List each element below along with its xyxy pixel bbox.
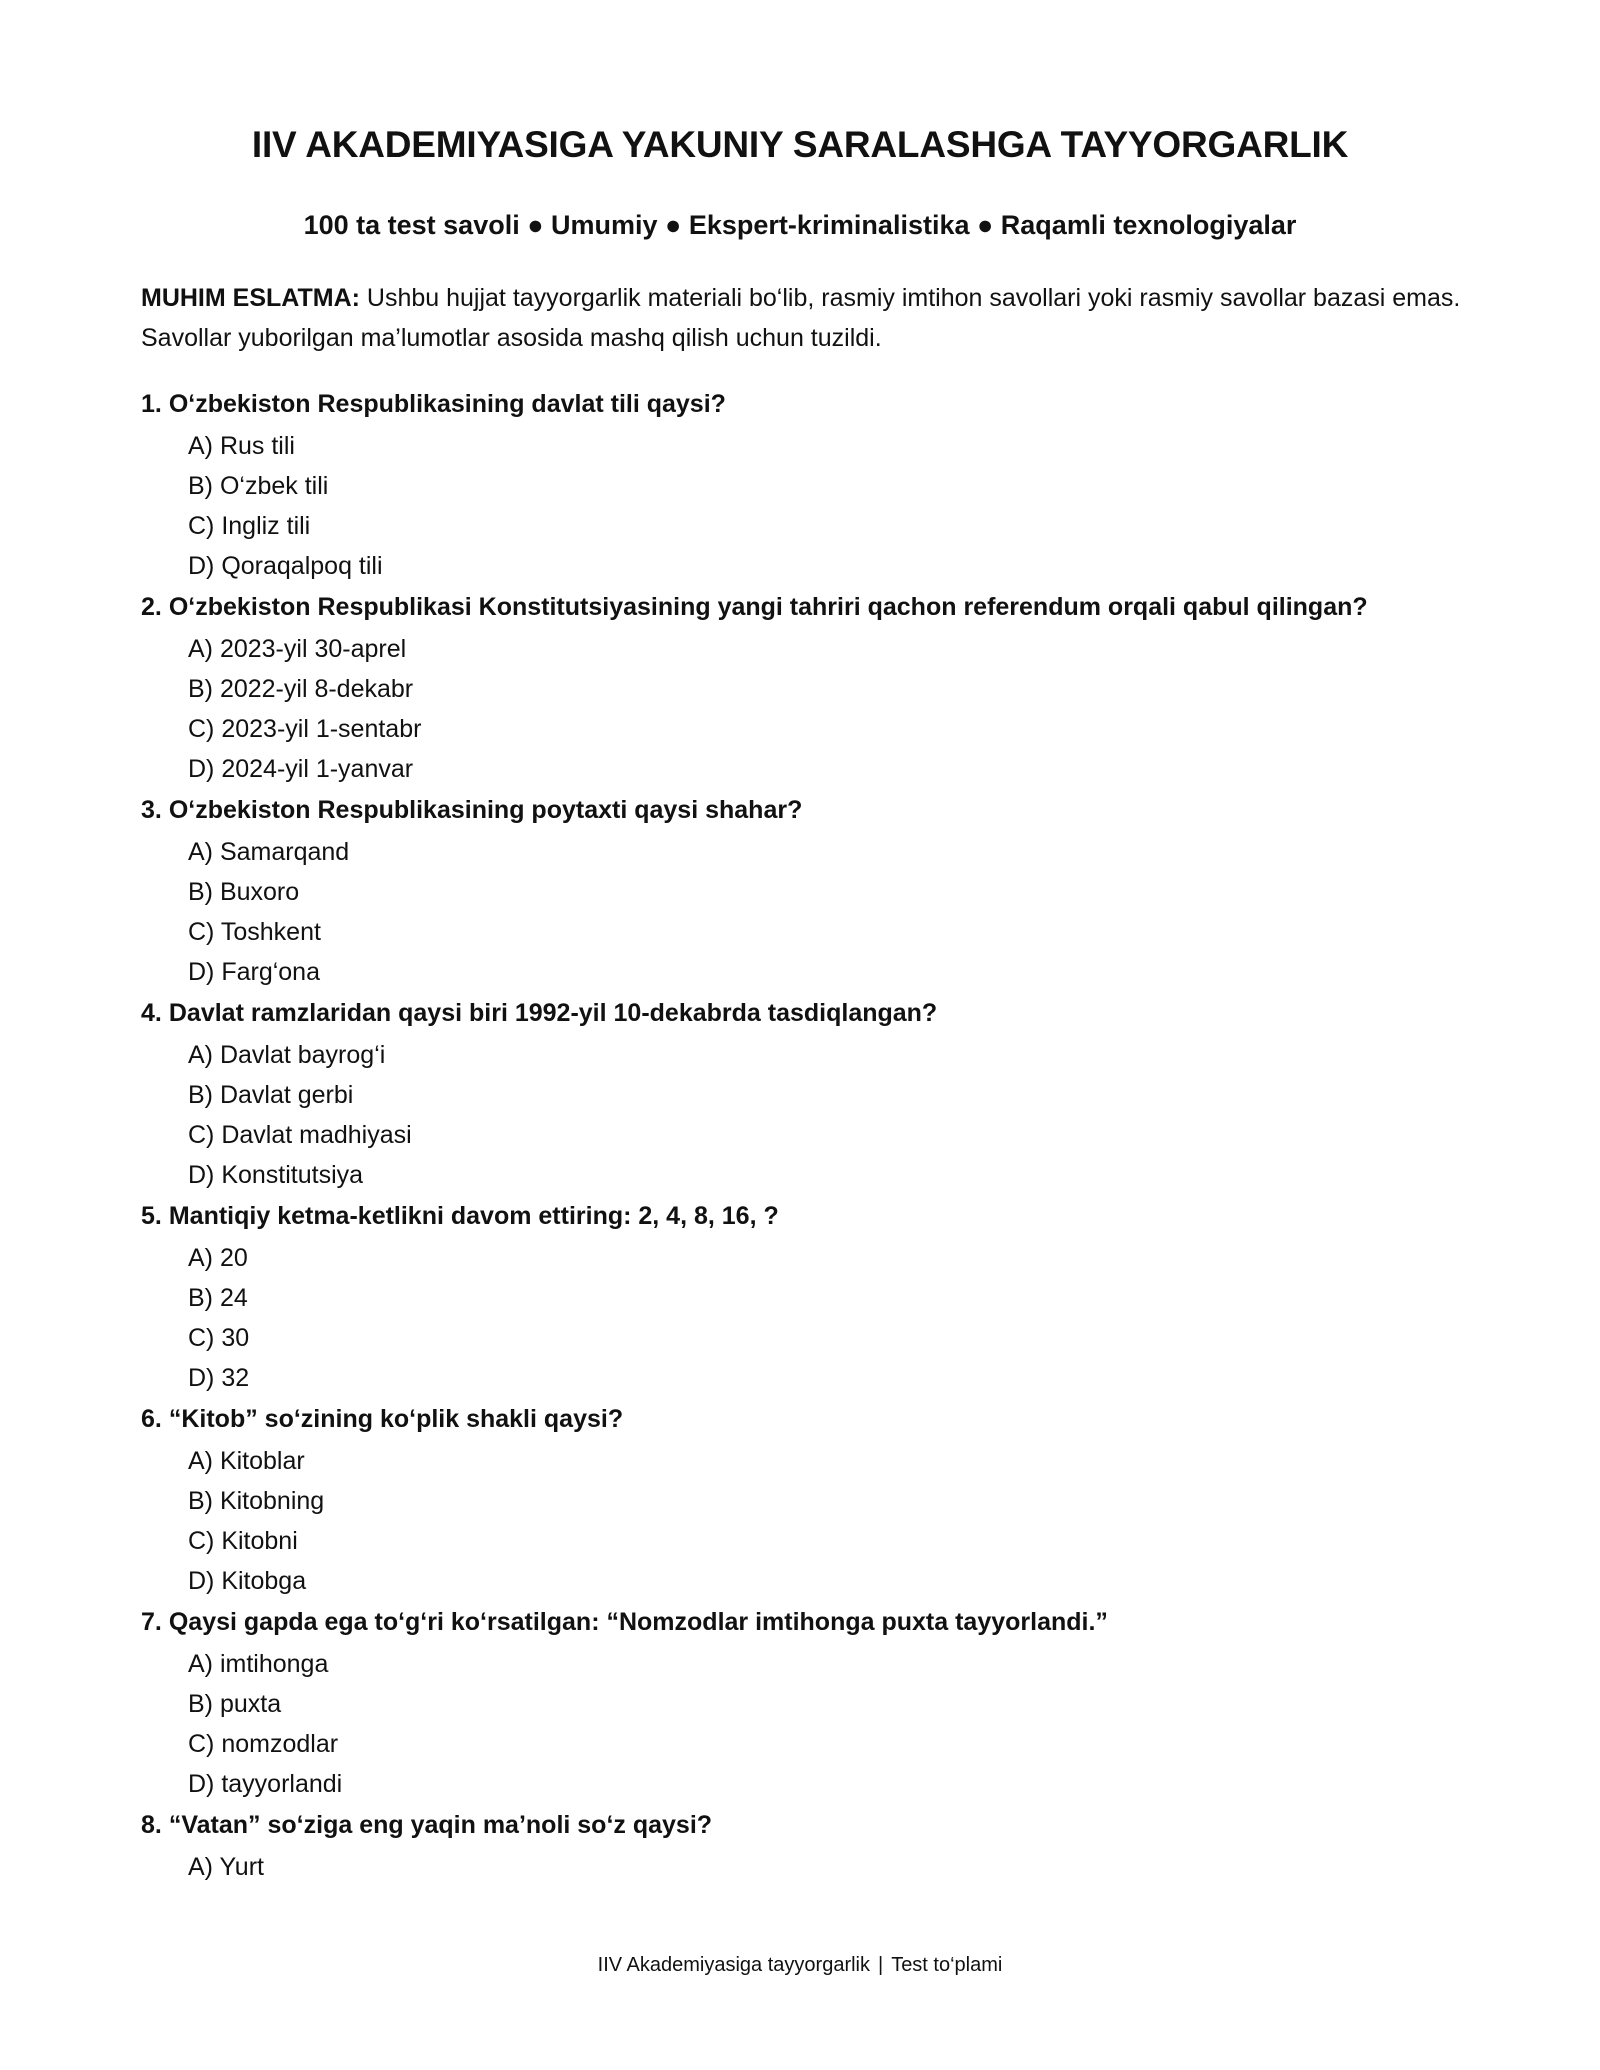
answer-options [141, 832, 1461, 992]
important-note-text: Ushbu hujjat tayyorgarlik materiali bo‘lib, rasmiy imtihon savollari yoki rasmiy savollar bazasi emas. Savollar yuborilgan ma’lumotlar asosida mashq qilish uchun tuzildi. [141, 284, 1461, 352]
answer-option-b: B) Kitobning [188, 1487, 325, 1515]
answer-option-c: C) 30 [188, 1324, 250, 1352]
answer-option-a: A) Davlat bayrog‘i [188, 1041, 386, 1069]
answer-options [141, 426, 1461, 586]
answer-option-d: D) Qoraqalpoq tili [188, 552, 383, 580]
answer-option-d: D) Farg‘ona [188, 958, 320, 986]
important-note [141, 278, 1461, 358]
answer-option-c: C) Ingliz tili [188, 512, 311, 540]
question-number: 2. [141, 593, 162, 621]
question-text [141, 383, 1461, 426]
question-number: 3. [141, 796, 162, 824]
answer-options [141, 1238, 1461, 1398]
answer-options [141, 629, 1461, 789]
answer-options [141, 1035, 1461, 1195]
answer-options [141, 1847, 1461, 1887]
question-number: 6. [141, 1405, 162, 1433]
question-text [141, 1601, 1461, 1644]
question-6 [141, 1398, 1461, 1601]
answer-option-a: A) imtihonga [188, 1650, 329, 1678]
question-4 [141, 992, 1461, 1195]
footer-separator: | [877, 1954, 884, 1976]
question-number: 7. [141, 1608, 162, 1636]
question-3 [141, 789, 1461, 992]
answer-option-b: B) 2022-yil 8-dekabr [188, 675, 414, 703]
answer-option-c: C) Davlat madhiyasi [188, 1121, 412, 1149]
question-body: O‘zbekiston Respublikasining poytaxti qaysi shahar? [168, 796, 803, 824]
answer-option-c: C) nomzodlar [188, 1730, 339, 1758]
answer-option-a: A) Samarqand [188, 838, 350, 866]
question-text [141, 992, 1461, 1035]
question-body: Qaysi gapda ega to‘g‘ri ko‘rsatilgan: “Nomzodlar imtihonga puxta tayyorlandi.” [168, 1608, 1108, 1636]
question-7 [141, 1601, 1461, 1804]
question-8 [141, 1804, 1461, 1887]
answer-option-a: A) Kitoblar [188, 1447, 305, 1475]
answer-option-d: D) 2024-yil 1-yanvar [188, 755, 414, 783]
question-body: Mantiqiy ketma-ketlikni davom ettiring: 2, 4, 8, 16, ? [168, 1202, 779, 1230]
question-text [141, 586, 1461, 629]
question-body: “Kitob” so‘zining ko‘plik shakli qaysi? [168, 1405, 624, 1433]
question-body: “Vatan” so‘ziga eng yaqin ma’noli so‘z qaysi? [168, 1811, 713, 1839]
question-body: O‘zbekiston Respublikasi Konstitutsiyasining yangi tahriri qachon referendum orqali qabul qilingan? [168, 593, 1368, 621]
question-number: 5. [141, 1202, 162, 1230]
answer-option-c: C) Kitobni [188, 1527, 298, 1555]
answer-option-a: A) Rus tili [188, 432, 295, 460]
question-body: Davlat ramzlaridan qaysi biri 1992-yil 10-dekabrda tasdiqlangan? [168, 999, 938, 1027]
answer-option-d: D) Konstitutsiya [188, 1161, 364, 1189]
answer-options [141, 1644, 1461, 1804]
question-text [141, 789, 1461, 832]
footer-left-text: IIV Akademiyasiga tayyorgarlik [597, 1954, 870, 1976]
question-1 [141, 383, 1461, 586]
document-title: IIV AKADEMIYASIGA YAKUNIY SARALASHGA TAYYORGARLIK [251, 124, 1349, 165]
answer-option-a: A) 20 [188, 1244, 248, 1272]
answer-option-a: A) Yurt [188, 1853, 264, 1881]
answer-option-b: B) Buxoro [188, 878, 300, 906]
footer-right-text: Test to‘plami [891, 1954, 1003, 1976]
question-body: O‘zbekiston Respublikasining davlat tili qaysi? [168, 390, 726, 418]
page-footer [0, 1954, 1600, 1977]
question-number: 8. [141, 1811, 162, 1839]
question-5 [141, 1195, 1461, 1398]
answer-option-c: C) 2023-yil 1-sentabr [188, 715, 422, 743]
question-text [141, 1804, 1461, 1847]
answer-option-b: B) 24 [188, 1284, 248, 1312]
question-text [141, 1195, 1461, 1238]
answer-option-d: D) tayyorlandi [188, 1770, 343, 1798]
answer-option-b: B) Davlat gerbi [188, 1081, 354, 1109]
answer-options [141, 1441, 1461, 1601]
answer-option-b: B) O‘zbek tili [188, 472, 329, 500]
question-text [141, 1398, 1461, 1441]
answer-option-d: D) Kitobga [188, 1567, 307, 1595]
question-list [141, 383, 1461, 1887]
question-number: 4. [141, 999, 162, 1027]
question-number: 1. [141, 390, 162, 418]
important-note-label: MUHIM ESLATMA: [141, 284, 360, 312]
answer-option-c: C) Toshkent [188, 918, 321, 946]
answer-option-d: D) 32 [188, 1364, 250, 1392]
answer-option-b: B) puxta [188, 1690, 282, 1718]
answer-option-a: A) 2023-yil 30-aprel [188, 635, 407, 663]
document-subtitle: 100 ta test savoli ● Umumiy ● Ekspert-kriminalistika ● Raqamli texnologiyalar [303, 210, 1297, 240]
question-2 [141, 586, 1461, 789]
